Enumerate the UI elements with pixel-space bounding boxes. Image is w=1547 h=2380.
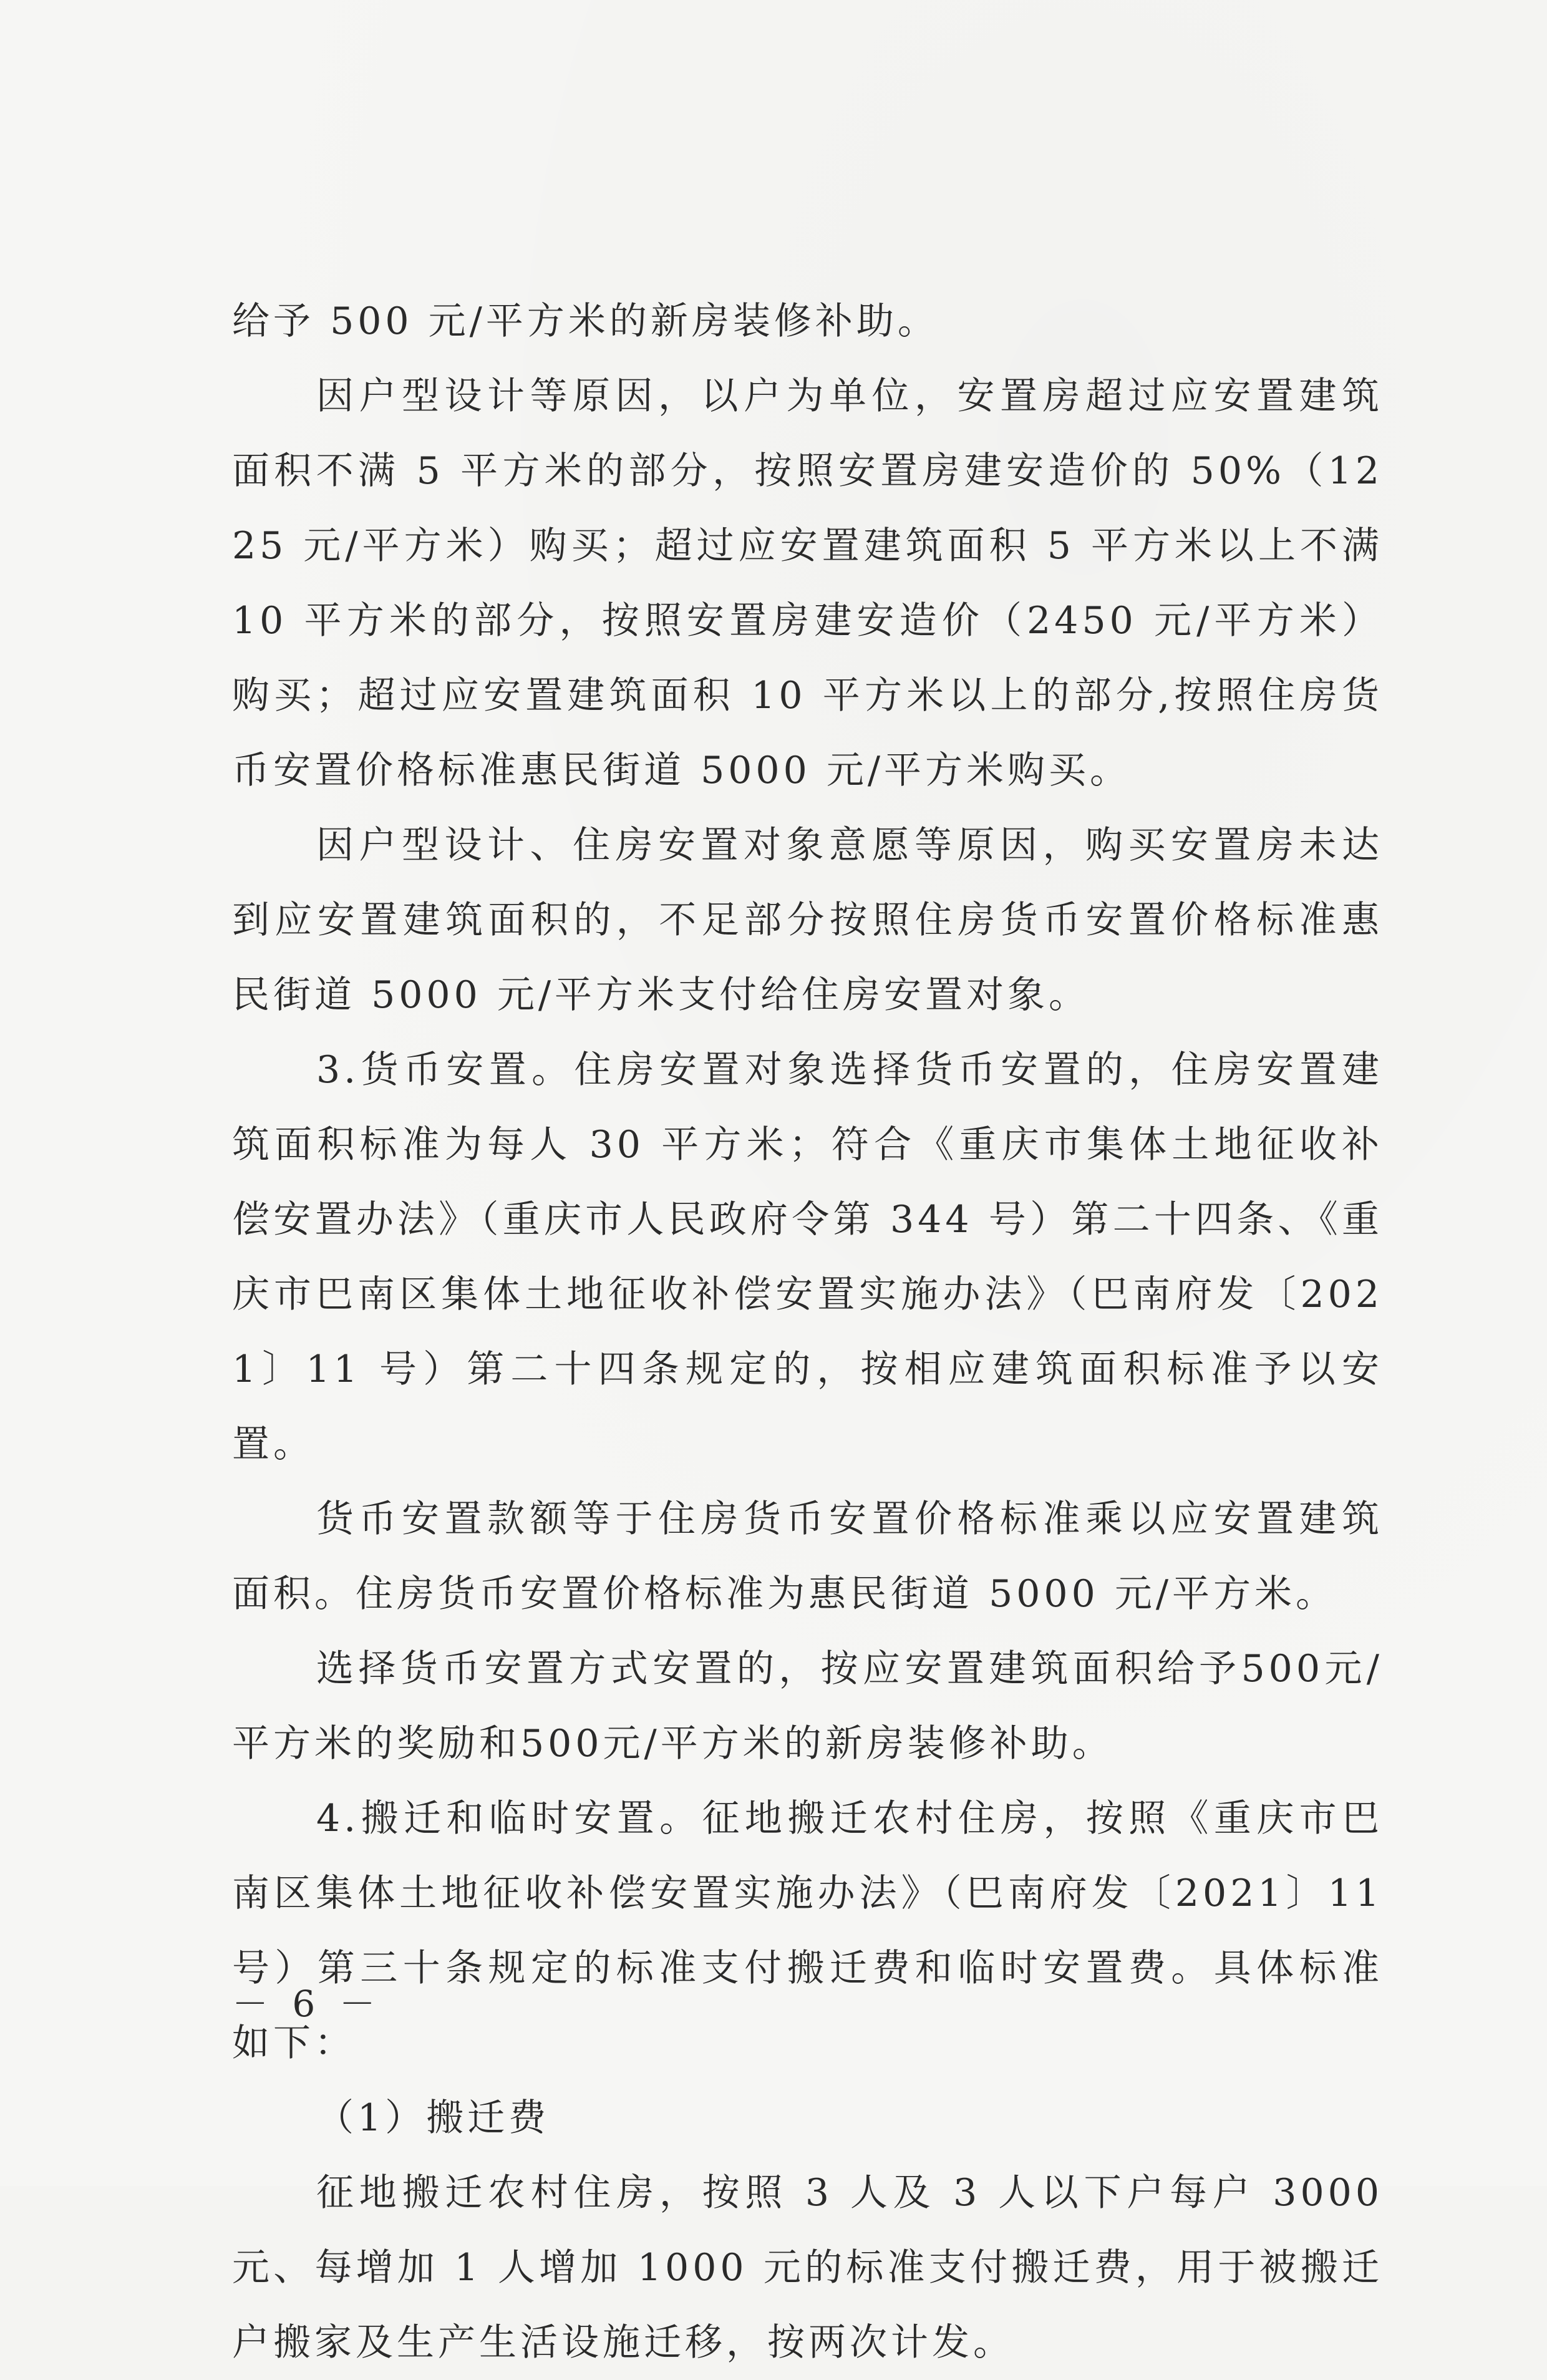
paragraph-monetary-reward: 选择货币安置方式安置的，按应安置建筑面积给予500元/平方米的奖励和500元/平方米的新房装修补助。	[232, 1647, 1383, 1766]
paragraph-renovation-subsidy: 给予 500 元/平方米的新房装修补助。	[232, 299, 939, 343]
paragraph-relocation-fee: 征地搬迁农村住房，按照 3 人及 3 人以下户每户 3000 元、每增加 1 人增加 1000 元的标准支付搬迁费，用于被搬迁户搬家及生产生活设施迁移，按两次计发。	[232, 2171, 1383, 2364]
paragraph-monetary-amount: 货币安置款额等于住房货币安置价格标准乘以应安置建筑面积。住房货币安置价格标准为惠民街道 5000 元/平方米。	[232, 1497, 1383, 1616]
paragraph-monetary-resettlement: 3.货币安置。住房安置对象选择货币安置的，住房安置建筑面积标准为每人 30 平方米；符合《重庆市集体土地征收补偿安置办法》（重庆市人民政府令第 344 号）第二十四条、《重庆市巴南区集体土地征收补偿安置实施办法》（巴南府发〔2021〕11 号）第二十四条规定的，按相应建筑面积标准予以安置。	[232, 1048, 1383, 1466]
paragraph-relocation-temporary: 4.搬迁和临时安置。征地搬迁农村住房，按照《重庆市巴南区集体土地征收补偿安置实施办法》（巴南府发〔2021〕11 号）第三十条规定的标准支付搬迁费和临时安置费。具体标准如下：	[232, 1797, 1383, 2065]
paragraph-shortfall-area-payment: 因户型设计、住房安置对象意愿等原因，购买安置房未达到应安置建筑面积的，不足部分按照住房货币安置价格标准惠民街道 5000 元/平方米支付给住房安置对象。	[232, 823, 1383, 1017]
paragraph-excess-area-purchase: 因户型设计等原因，以户为单位，安置房超过应安置建筑面积不满 5 平方米的部分，按照安置房建安造价的 50%（1225 元/平方米）购买；超过应安置建筑面积 5 平方米以上不满 10 平方米的部分，按照安置房建安造价（2450 元/平方米）购买；超过应安置建筑面积 10 平方米以上的部分,按照住房货币安置价格标准惠民街道 5000 元/平方米购买。	[232, 374, 1383, 792]
subheading-relocation-fee: （1）搬迁费	[316, 2096, 550, 2140]
document-body	[232, 284, 1383, 2380]
page-number: － 6 －	[232, 1983, 382, 2025]
